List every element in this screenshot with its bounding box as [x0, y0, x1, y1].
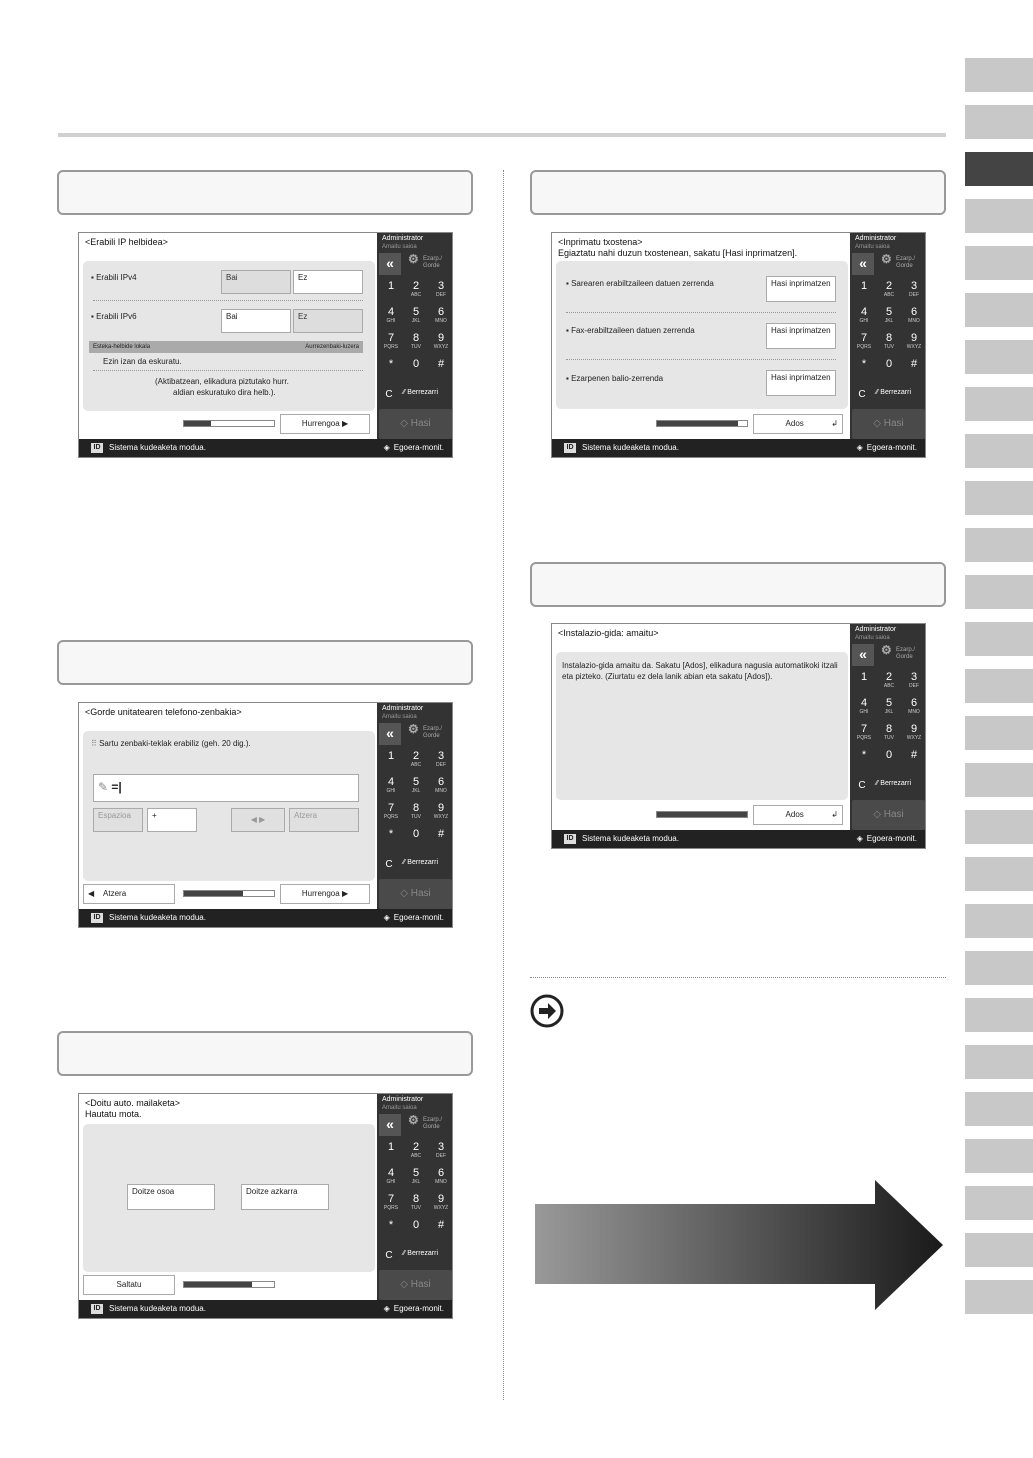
- back-button[interactable]: ◀ Atzera: [83, 884, 175, 904]
- mode-text: Sistema kudeaketa modua.: [582, 443, 679, 452]
- chapter-tab: [965, 904, 1033, 938]
- progress-fill: [184, 421, 211, 426]
- mode-text: Sistema kudeaketa modua.: [109, 913, 206, 922]
- chapter-tab: [965, 951, 1033, 985]
- back-icon[interactable]: «: [379, 723, 401, 745]
- note-line2: aldian eskuratuko dira helb.).: [173, 388, 276, 397]
- keypad-hint-icon: ⠿: [91, 739, 97, 748]
- numeric-key[interactable]: 8 TUV: [411, 802, 421, 820]
- ipv4-yes-button[interactable]: Bai: [221, 270, 291, 294]
- mode-text: Sistema kudeaketa modua.: [109, 443, 206, 452]
- chapter-tab: [965, 763, 1033, 797]
- cursor-arrows[interactable]: ◀ ▶: [231, 808, 285, 832]
- ipv4-label: ▪ Erabili IPv4: [91, 273, 137, 282]
- numeric-key[interactable]: #: [910, 358, 918, 370]
- numeric-key[interactable]: #: [910, 749, 918, 761]
- step-heading-box: [530, 562, 946, 607]
- quick-adjust-button[interactable]: Doitze azkarra: [241, 1184, 329, 1210]
- numeric-key[interactable]: *: [861, 358, 867, 370]
- gear-icon: ⚙: [881, 252, 892, 266]
- screen-gradation: [78, 1093, 453, 1319]
- admin-label: Administrator Amaitu saioa: [382, 235, 424, 250]
- back-icon[interactable]: «: [379, 253, 401, 275]
- input-panel: [83, 731, 375, 881]
- numeric-key[interactable]: 1: [387, 1141, 395, 1153]
- step-heading-box: [57, 1031, 473, 1076]
- numeric-key[interactable]: 5 JKL: [884, 697, 894, 715]
- numeric-key[interactable]: 5 JKL: [411, 306, 421, 324]
- numeric-key[interactable]: 9 WXYZ: [433, 802, 449, 820]
- numeric-key[interactable]: 4 GHI: [859, 697, 869, 715]
- back-icon[interactable]: «: [852, 253, 874, 275]
- numeric-key[interactable]: 1: [387, 750, 395, 762]
- back-icon[interactable]: «: [852, 644, 874, 666]
- progress-fill: [657, 421, 738, 426]
- keypad-panel: [850, 624, 926, 832]
- numeric-key[interactable]: 5 JKL: [411, 1167, 421, 1185]
- chapter-tab: [965, 1139, 1033, 1173]
- numeric-key[interactable]: 2 ABC: [883, 280, 895, 298]
- monitor-icon: ◈: [383, 913, 390, 922]
- numeric-key[interactable]: #: [437, 1219, 445, 1231]
- numeric-key[interactable]: 6 MNO: [908, 306, 920, 324]
- arrow-circle-icon: [530, 994, 564, 1028]
- chapter-tab: [965, 340, 1033, 374]
- chapter-tab: [965, 575, 1033, 609]
- status-bar: [552, 439, 926, 457]
- numeric-key[interactable]: 7 PQRS: [383, 802, 399, 820]
- start-button[interactable]: ◇ Hasi: [379, 409, 452, 439]
- backspace-button[interactable]: Atzera: [289, 808, 359, 832]
- start-button[interactable]: ◇ Hasi: [379, 1270, 452, 1300]
- progress-bar: [183, 1281, 275, 1288]
- numeric-key[interactable]: 9 WXYZ: [906, 723, 922, 741]
- gear-icon: ⚙: [408, 1113, 419, 1127]
- chapter-tab: [965, 1092, 1033, 1126]
- space-button[interactable]: Espazioa: [93, 808, 143, 832]
- step-heading-box: [57, 640, 473, 685]
- top-rule: [58, 133, 946, 137]
- id-icon: ID: [564, 834, 576, 844]
- numeric-key[interactable]: 7 PQRS: [856, 723, 872, 741]
- keypad-panel: [377, 703, 453, 911]
- status-monitor-button[interactable]: ◈ Egoera-monit.: [856, 834, 917, 843]
- admin-label: Administrator Amaitu saioa: [855, 626, 897, 641]
- separator: [566, 359, 836, 360]
- progress-bar: [183, 420, 275, 427]
- chapter-tab: [965, 199, 1033, 233]
- chapter-tab: [965, 716, 1033, 750]
- progress-fill: [657, 812, 747, 817]
- keyboard-icon: ✎: [98, 780, 109, 794]
- chapter-tab: [965, 246, 1033, 280]
- chapter-tab: [965, 622, 1033, 656]
- numeric-key[interactable]: 3 DEF: [909, 671, 919, 689]
- plus-button[interactable]: +: [147, 808, 197, 832]
- ipv6-no-button[interactable]: Ez: [293, 309, 363, 333]
- numeric-key[interactable]: 3 DEF: [436, 280, 446, 298]
- skip-button[interactable]: Saltatu: [83, 1275, 175, 1295]
- report-item-label: ▪ Sarearen erabiltzaileen datuen zerrenda: [566, 279, 714, 288]
- screen-print-report: [551, 232, 926, 458]
- clear-key[interactable]: C: [385, 1250, 393, 1261]
- numeric-key[interactable]: 3 DEF: [436, 750, 446, 768]
- separator: [93, 370, 363, 371]
- keypad-panel: [850, 233, 926, 441]
- separator: [566, 312, 836, 313]
- numeric-key[interactable]: *: [861, 749, 867, 761]
- clear-key[interactable]: C: [858, 389, 866, 400]
- numeric-key[interactable]: 4 GHI: [386, 306, 396, 324]
- report-item-label: ▪ Ezarpenen balio-zerrenda: [566, 374, 664, 383]
- separator: [93, 300, 363, 301]
- numeric-key[interactable]: 8 TUV: [884, 723, 894, 741]
- chapter-tab: [965, 105, 1033, 139]
- reset-button[interactable]: ⁄⁄ Berrezarri: [876, 389, 912, 396]
- reset-button[interactable]: ⁄⁄ Berrezarri: [403, 389, 439, 396]
- progress-bar: [183, 890, 275, 897]
- note-line1: (Aktibatzean, elikadura piztutako hurr.: [155, 377, 289, 386]
- admin-label: Administrator Amaitu saioa: [855, 235, 897, 250]
- numeric-key[interactable]: 4 GHI: [386, 1167, 396, 1185]
- status-bar: [79, 439, 453, 457]
- status-bar: [79, 909, 453, 927]
- admin-label: Administrator Amaitu saioa: [382, 1096, 424, 1111]
- numeric-key[interactable]: 1: [860, 671, 868, 683]
- chapter-tab: [965, 293, 1033, 327]
- gear-icon: ⚙: [881, 643, 892, 657]
- gear-icon: ⚙: [408, 252, 419, 266]
- numeric-key[interactable]: #: [437, 828, 445, 840]
- ipv4-no-button[interactable]: Ez: [293, 270, 363, 294]
- mode-text: Sistema kudeaketa modua.: [582, 834, 679, 843]
- completion-message: Instalazio-gida amaitu da. Sakatu [Ados], elikadura nagusia automatikoki itzali eta pizteko. (Ziurtatu ez dela lanik abian eta sakatu [Ados]).: [562, 661, 838, 681]
- progress-fill: [184, 891, 243, 896]
- settings-button[interactable]: ⚙ Ezarp./ Gorde: [408, 1113, 443, 1130]
- numeric-key[interactable]: 8 TUV: [884, 332, 894, 350]
- numeric-key[interactable]: 8 TUV: [411, 332, 421, 350]
- chapter-tab: [965, 1280, 1033, 1314]
- clear-key[interactable]: C: [385, 389, 393, 400]
- numeric-key[interactable]: 3 DEF: [909, 280, 919, 298]
- column-divider: [503, 170, 504, 1400]
- numeric-key[interactable]: 0: [412, 828, 420, 840]
- status-bar: [79, 1300, 453, 1318]
- big-arrow-icon: [535, 1180, 945, 1310]
- numeric-key[interactable]: 7 PQRS: [856, 332, 872, 350]
- numeric-key[interactable]: 0: [885, 749, 893, 761]
- keypad-panel: [377, 1094, 453, 1302]
- next-button[interactable]: Hurrengoa ▶: [280, 884, 370, 904]
- chapter-tab: [965, 387, 1033, 421]
- screen-phone-number: [78, 702, 453, 928]
- screen-title: <Erabili IP helbidea>: [85, 237, 168, 247]
- numeric-key[interactable]: 3 DEF: [436, 1141, 446, 1159]
- numeric-key[interactable]: 6 MNO: [908, 697, 920, 715]
- numeric-key[interactable]: 2 ABC: [410, 750, 422, 768]
- start-button[interactable]: ◇ Hasi: [852, 409, 925, 439]
- start-button[interactable]: ◇ Hasi: [379, 879, 452, 909]
- report-item-label: ▪ Fax-erabiltzaileen datuen zerrenda: [566, 326, 695, 335]
- reset-button[interactable]: ⁄⁄ Berrezarri: [403, 859, 439, 866]
- numeric-key[interactable]: *: [388, 1219, 394, 1231]
- numeric-key[interactable]: 0: [412, 358, 420, 370]
- monitor-icon: ◈: [856, 443, 863, 452]
- chapter-tab: [965, 481, 1033, 515]
- reset-button[interactable]: ⁄⁄ Berrezarri: [403, 1250, 439, 1257]
- numeric-key[interactable]: 2 ABC: [410, 1141, 422, 1159]
- screen-setup-complete: [551, 623, 926, 849]
- status-monitor-button[interactable]: ◈ Egoera-monit.: [383, 913, 444, 922]
- chapter-tab: [965, 58, 1033, 92]
- step-heading-box: [57, 170, 473, 215]
- keypad-panel: [377, 233, 453, 441]
- back-icon[interactable]: «: [379, 1114, 401, 1136]
- monitor-icon: ◈: [856, 834, 863, 843]
- settings-button[interactable]: ⚙ Ezarp./ Gorde: [881, 252, 916, 269]
- status-monitor-button[interactable]: ◈ Egoera-monit.: [383, 1304, 444, 1313]
- chapter-tab: [965, 1233, 1033, 1267]
- numeric-key[interactable]: 0: [412, 1219, 420, 1231]
- clear-key[interactable]: C: [858, 780, 866, 791]
- status-monitor-button[interactable]: ◈ Egoera-monit.: [856, 443, 917, 452]
- numeric-key[interactable]: *: [388, 358, 394, 370]
- print-button[interactable]: Hasi inprimatzen: [766, 370, 836, 396]
- chapter-tab: [965, 857, 1033, 891]
- numeric-key[interactable]: *: [388, 828, 394, 840]
- ipv6-yes-button[interactable]: Bai: [221, 309, 291, 333]
- screen-title: <Instalazio-gida: amaitu>: [558, 628, 659, 638]
- progress-fill: [184, 1282, 252, 1287]
- chapter-tab: [965, 434, 1033, 468]
- print-button[interactable]: Hasi inprimatzen: [766, 276, 836, 302]
- numeric-key[interactable]: 7 PQRS: [383, 1193, 399, 1211]
- full-adjust-button[interactable]: Doitze osoa: [127, 1184, 215, 1210]
- status-bar: [552, 830, 926, 848]
- screen-title: <Inprimatu txostena> Egiaztatu nahi duzun txostenean, sakatu [Hasi inprimatzen].: [558, 237, 798, 258]
- settings-button[interactable]: ⚙ Ezarp./ Gorde: [881, 643, 916, 660]
- numeric-key[interactable]: 1: [387, 280, 395, 292]
- numeric-key[interactable]: 8 TUV: [411, 1193, 421, 1211]
- ok-button[interactable]: Ados ↲: [753, 805, 843, 825]
- clear-key[interactable]: C: [385, 859, 393, 870]
- ok-button[interactable]: Ados ↲: [753, 414, 843, 434]
- numeric-key[interactable]: 1: [860, 280, 868, 292]
- print-button[interactable]: Hasi inprimatzen: [766, 323, 836, 349]
- chapter-tab: [965, 528, 1033, 562]
- ipv6-label: ▪ Erabili IPv6: [91, 312, 137, 321]
- mode-text: Sistema kudeaketa modua.: [109, 1304, 206, 1313]
- numeric-key[interactable]: 2 ABC: [410, 280, 422, 298]
- id-icon: ID: [564, 443, 576, 453]
- numeric-key[interactable]: 6 MNO: [435, 1167, 447, 1185]
- status-message: Ezin izan da eskuratu.: [103, 357, 182, 366]
- chapter-tab: [965, 669, 1033, 703]
- numeric-key[interactable]: 6 MNO: [435, 306, 447, 324]
- numeric-key[interactable]: 5 JKL: [411, 776, 421, 794]
- start-button[interactable]: ◇ Hasi: [852, 800, 925, 830]
- gear-icon: ⚙: [408, 722, 419, 736]
- screen-ip-address: [78, 232, 453, 458]
- chapter-tab: [965, 1186, 1033, 1220]
- next-button[interactable]: Hurrengoa ▶: [280, 414, 370, 434]
- step-heading-box: [530, 170, 946, 215]
- hint-text: ⠿ Sartu zenbaki-teklak erabiliz (geh. 20 dig.).: [91, 739, 251, 748]
- numeric-key[interactable]: 4 GHI: [386, 776, 396, 794]
- id-icon: ID: [91, 913, 103, 923]
- progress-bar: [656, 811, 748, 818]
- id-icon: ID: [91, 443, 103, 453]
- screen-title: <Gorde unitatearen telefono-zenbakia>: [85, 707, 242, 717]
- numeric-key[interactable]: 9 WXYZ: [433, 1193, 449, 1211]
- numeric-key[interactable]: 5 JKL: [884, 306, 894, 324]
- monitor-icon: ◈: [383, 443, 390, 452]
- settings-button[interactable]: ⚙ Ezarp./ Gorde: [408, 722, 443, 739]
- chapter-tab: [965, 1045, 1033, 1079]
- chapter-tab: [965, 998, 1033, 1032]
- numeric-key[interactable]: 9 WXYZ: [433, 332, 449, 350]
- chapter-tab: [965, 810, 1033, 844]
- numeric-key[interactable]: 6 MNO: [435, 776, 447, 794]
- screen-title: <Doitu auto. mailaketa> Hautatu mota.: [85, 1098, 181, 1119]
- numeric-key[interactable]: 9 WXYZ: [906, 332, 922, 350]
- progress-bar: [656, 420, 748, 427]
- status-monitor-button[interactable]: ◈ Egoera-monit.: [383, 443, 444, 452]
- id-icon: ID: [91, 1304, 103, 1314]
- numeric-key[interactable]: 4 GHI: [859, 306, 869, 324]
- numeric-key[interactable]: 7 PQRS: [383, 332, 399, 350]
- admin-label: Administrator Amaitu saioa: [382, 705, 424, 720]
- address-header: Esteka-helbide lokala Aurrezenbaki-luzera: [89, 341, 363, 353]
- numeric-key[interactable]: 2 ABC: [883, 671, 895, 689]
- section-divider: [530, 977, 946, 978]
- numeric-key[interactable]: #: [437, 358, 445, 370]
- reset-button[interactable]: ⁄⁄ Berrezarri: [876, 780, 912, 787]
- chapter-tab: [965, 152, 1033, 186]
- numeric-key[interactable]: 0: [885, 358, 893, 370]
- phone-number-input[interactable]: ✎ =|: [93, 774, 359, 802]
- settings-button[interactable]: ⚙ Ezarp./ Gorde: [408, 252, 443, 269]
- monitor-icon: ◈: [383, 1304, 390, 1313]
